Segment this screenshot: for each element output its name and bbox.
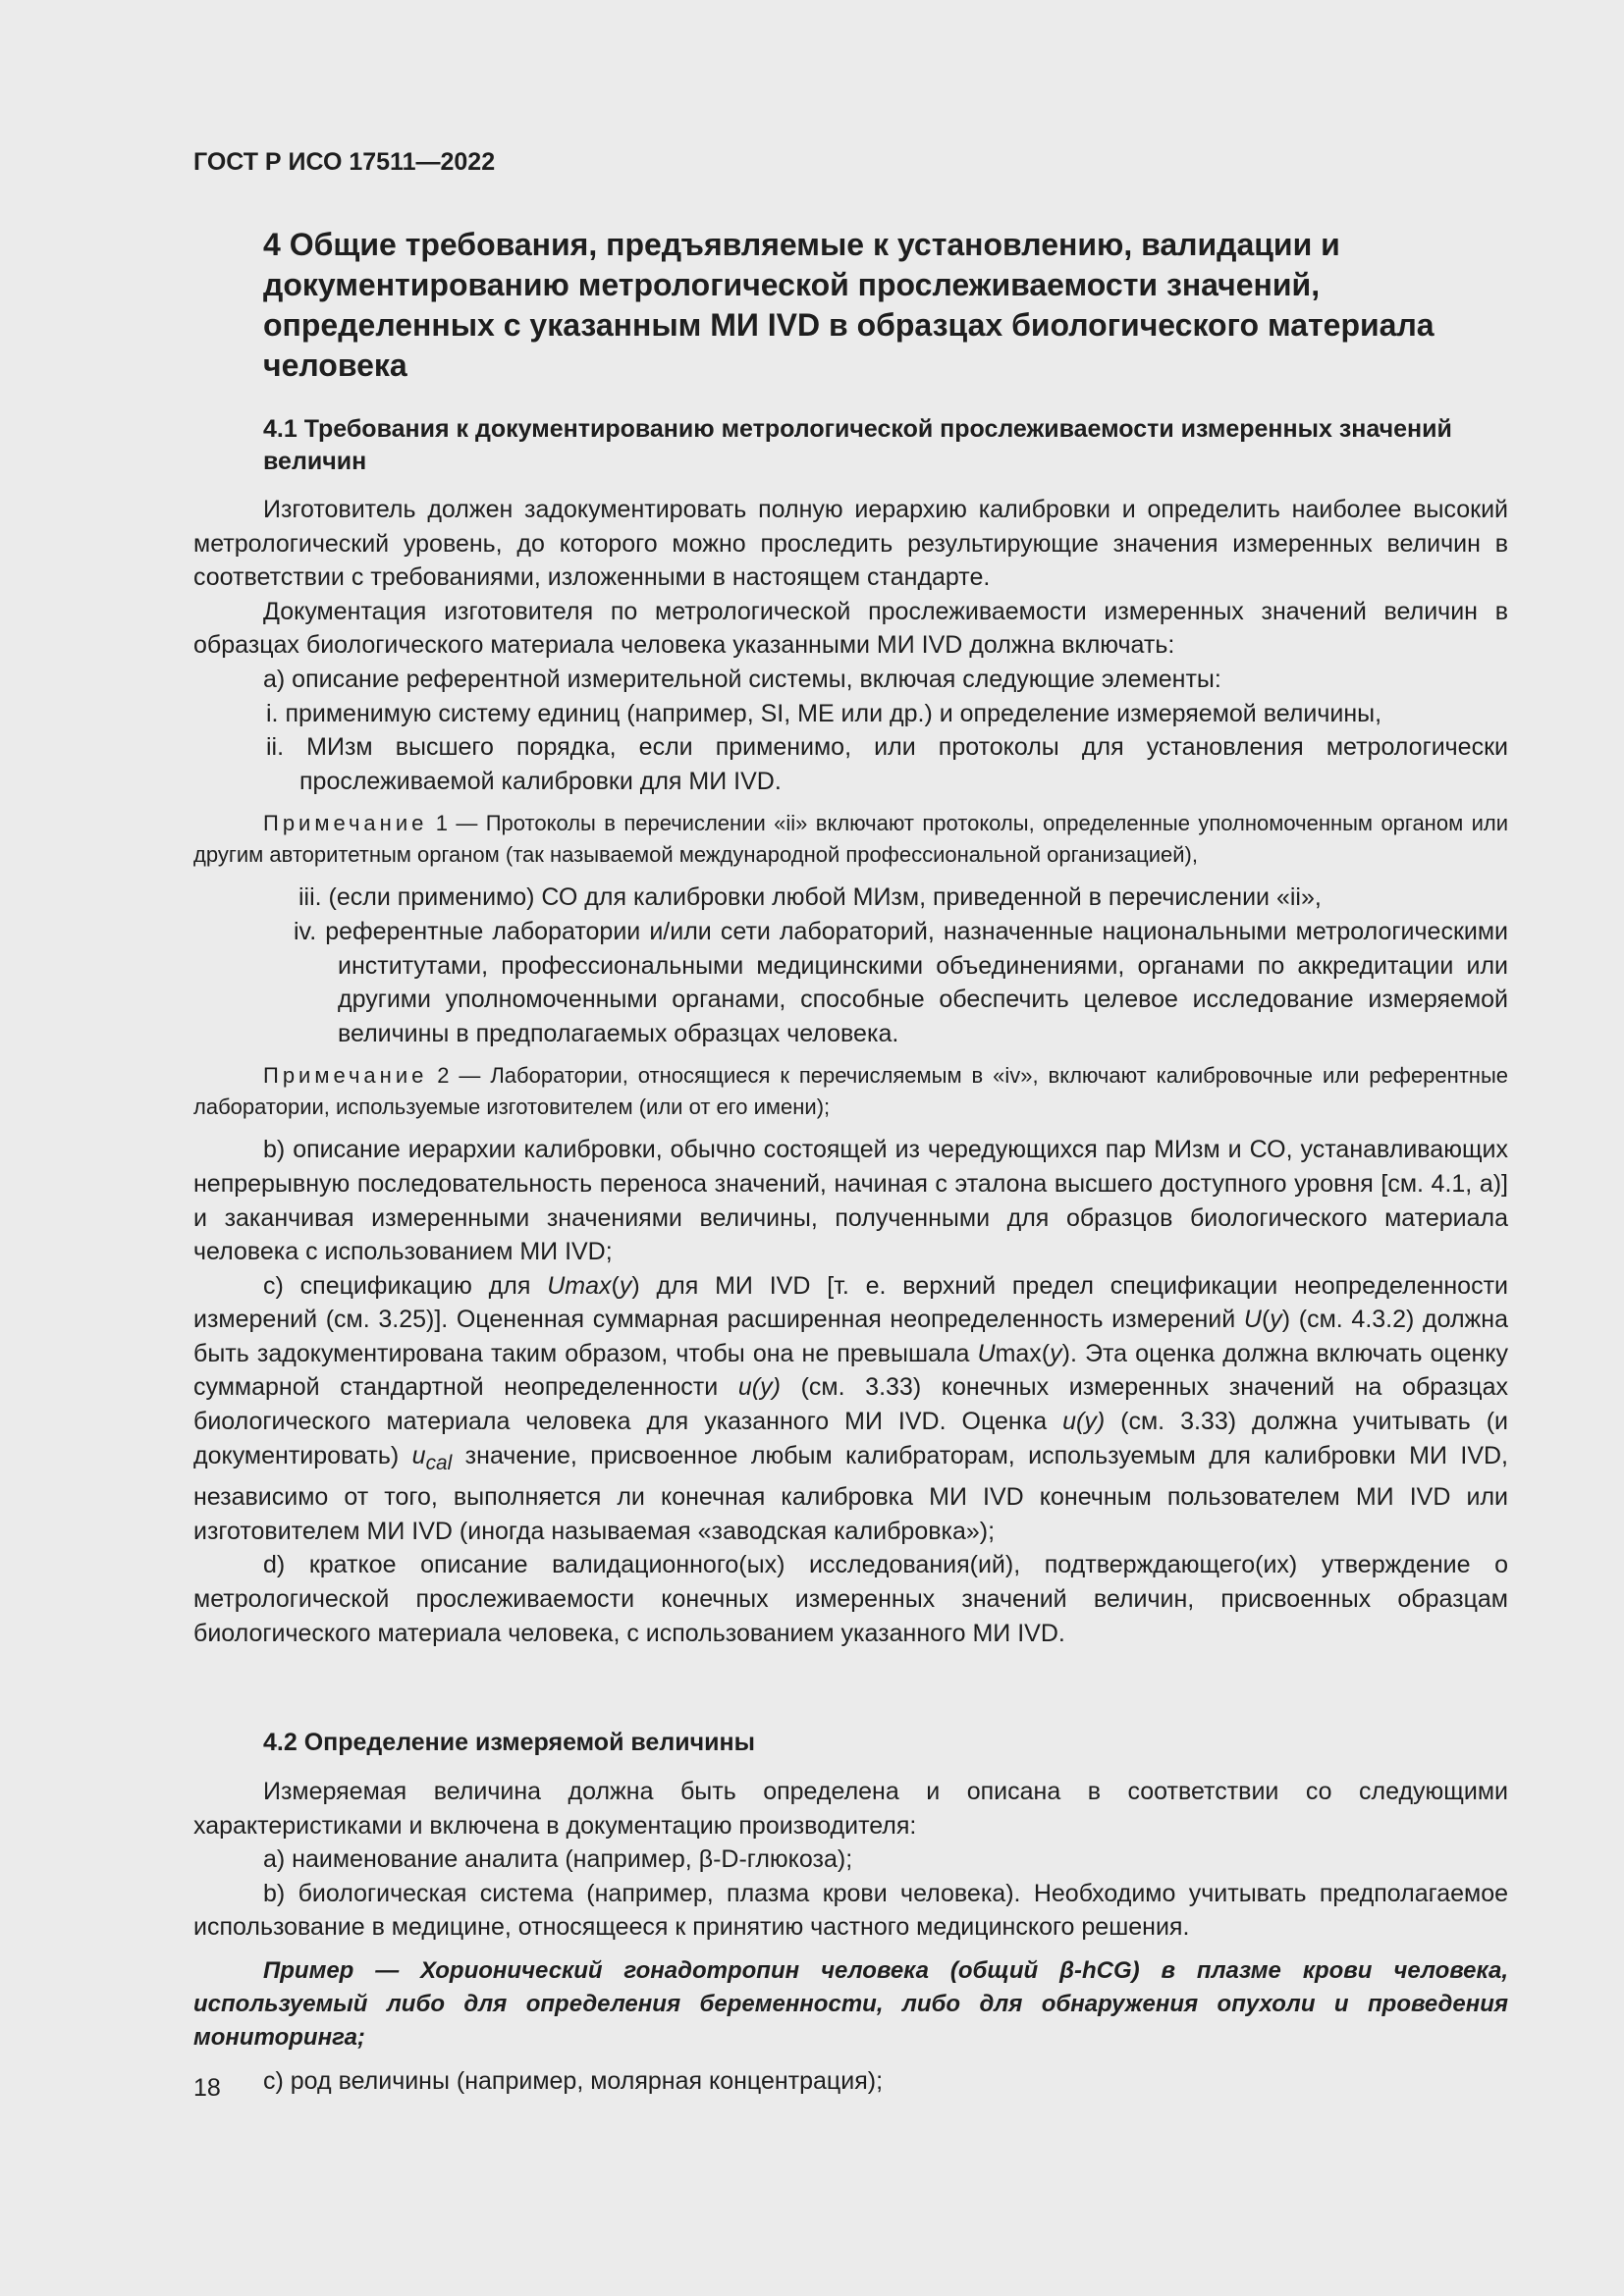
paragraph: Изготовитель должен задокументировать полную иерархию калибровки и определить наиболее высокий метрологический уровень, до которого можно проследить результирующие значения измеренных величин в соответствии с требованиями, изложенными в настоящем стандарте.: [193, 496, 1508, 592]
subsection-4-1-title: 4.1 Требования к документированию метрологической прослеживаемости измеренных значений величин: [263, 415, 1452, 475]
list-item-a: а) описание референтной измерительной системы, включая следующие элементы:: [263, 665, 1221, 693]
list-item-b: b) биологическая система (например, плазма крови человека). Необходимо учитывать предполагаемое использование в медицине, относящееся к принятию частного медицинского решения.: [193, 1879, 1508, 1942]
list-item-a: а) наименование аналита (например, β-D-глюкоза);: [263, 1845, 853, 1874]
note-text: 2 — Лаборатории, относящиеся к перечисляемым в «iv», включают калибровочные или референтные лаборатории, используемые изготовителем (или от его имени);: [193, 1063, 1508, 1120]
list-item-i: i. применимую систему единиц (например, SI, МЕ или др.) и определение измеряемой величины,: [266, 699, 1382, 727]
subsection-4-1-body: [193, 493, 1508, 1650]
page-number: 18: [193, 2074, 221, 2102]
list-item-iv: iv. референтные лаборатории и/или сети лабораторий, назначенные национальными метрологическими институтами, профессиональными медицинскими объединениями, органами по аккредитации или другими уполномоченными органами, способные обеспечить целевое исследование измеряемой величины в предполагаемых образцах человека.: [294, 917, 1508, 1047]
paragraph: Документация изготовителя по метрологической прослеживаемости измеренных значений величин в образцах биологического материала человека указанными МИ IVD должна включать:: [193, 597, 1508, 660]
list-item-d: d) краткое описание валидационного(ых) исследования(ий), подтверждающего(их) утверждение о метрологической прослеживаемости конечных измеренных значений величин, присвоенных образцам биологического материала человека, с использованием указанного МИ IVD.: [193, 1551, 1508, 1647]
example: Пример — Хорионический гонадотропин человека (общий β-hCG) в плазме крови человека, используемый либо для определения беременности, либо для обнаружения опухоли и проведения мониторинга;: [193, 1956, 1508, 2051]
document-header: ГОСТ Р ИСО 17511—2022: [193, 148, 496, 176]
list-item-c: с) род величины (например, молярная концентрация);: [263, 2066, 884, 2095]
section-4-title: 4 Общие требования, предъявляемые к установлению, валидации и документированию метрологической прослеживаемости значений, определенных с указанным МИ IVD в образцах биологического материала человека: [263, 227, 1435, 383]
subsection-4-2-title: 4.2 Определение измеряемой величины: [263, 1729, 755, 1756]
list-item-c: с) спецификацию для Umax(y) для МИ IVD [т. е. верхний предел спецификации неопределенности измерений (см. 3.25)]. Оцененная суммарная расширенная неопределенность измерений U(y) (см. 4.3.2) должна быть задокументирована таким образом, чтобы она не превышала Umax(y). Эта оценка должна включать оценку суммарной стандартной неопределенности u(y) (см. 3.33) конечных измеренных значений на образцах биологического материала человека для указанного МИ IVD. Оценка u(y) (см. 3.33) должна учитывать (и документировать) $u_{cal}$ значение, присвоенное любым калибраторам, используемым для калибровки МИ IVD, независимо от того, выполняется ли конечная калибровка МИ IVD конечным пользователем МИ IVD или изготовителем МИ IVD (иногда называемая «заводская калибровка»);: [193, 1271, 1509, 1545]
note-label: Примечание: [263, 811, 428, 836]
note-label: Примечание: [263, 1063, 428, 1089]
note-1: [193, 808, 1508, 871]
note-2: [193, 1060, 1508, 1123]
list-item-b: b) описание иерархии калибровки, обычно состоящей из чередующихся пар МИзм и СО, устанавливающих непрерывную последовательность переноса значений, начиная с эталона высшего доступного уровня [см. 4.1, а)] и заканчивая измеренными значениями величины, полученными для образцов биологического материала человека с использованием МИ IVD;: [193, 1136, 1508, 1266]
paragraph: Измеряемая величина должна быть определена и описана в соответствии со следующими характеристиками и включена в документацию производителя:: [193, 1778, 1508, 1840]
note-text: 1 — Протоколы в перечислении «ii» включают протоколы, определенные уполномоченным органом или другим авторитетным органом (так называемой международной профессиональной организацией),: [193, 811, 1508, 868]
subsection-4-2-body: [193, 1775, 1508, 2099]
list-item-ii: ii. МИзм высшего порядка, если применимо, или протоколы для установления метрологически прослеживаемой калибровки для МИ IVD.: [266, 733, 1508, 795]
list-item-iii: iii. (если применимо) СО для калибровки любой МИзм, приведенной в перечислении «ii»,: [298, 883, 1322, 912]
